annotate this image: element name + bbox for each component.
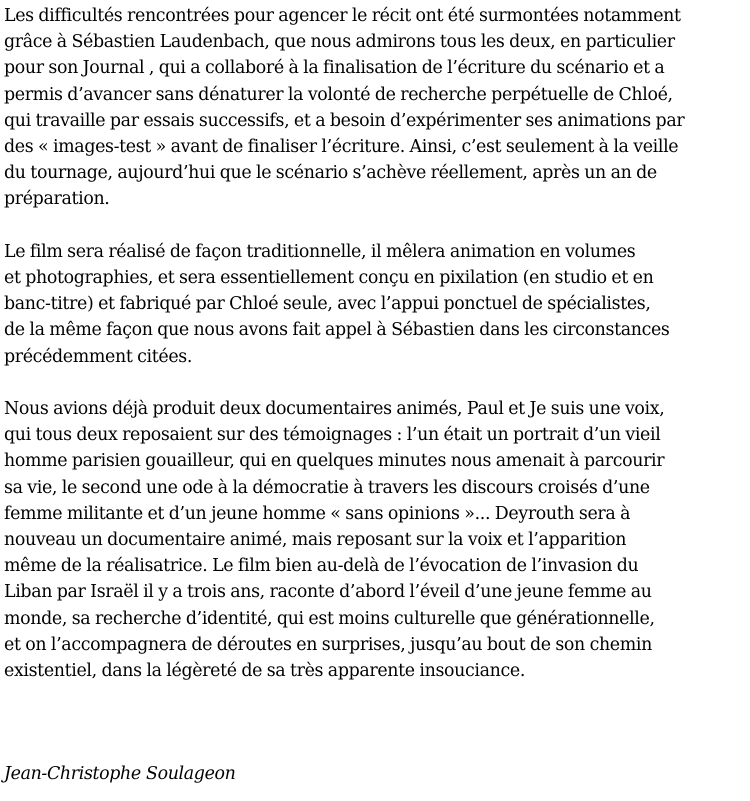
text-line: Nous avions déjà produit deux documentaires animés, Paul et Je suis une voix, <box>4 399 665 420</box>
paragraph-spacer <box>4 370 746 396</box>
paragraph-spacer <box>4 213 746 239</box>
text-line: Les difficultés rencontrées pour agencer le récit ont été surmontées notamment <box>4 6 681 26</box>
text-line: existentiel, dans la légèreté de sa très apparente insouciance. <box>4 661 525 682</box>
text-line: femme militante et d’un jeune homme « sans opinions »... Deyrouth sera à <box>4 503 631 524</box>
document-body <box>4 3 746 684</box>
text-line: qui travaille par essais successifs, et a besoin d’expérimenter ses animations par <box>4 110 685 131</box>
text-line: qui tous deux reposaient sur des témoignages : l’un était un portrait d’un vieil <box>4 425 661 446</box>
text-line: du tournage, aujourd’hui que le scénario s’achève réellement, après un an de <box>4 163 657 184</box>
text-line: précédemment citées. <box>4 346 193 367</box>
text-line: monde, sa recherche d’identité, qui est moins culturelle que générationnelle, <box>4 608 655 629</box>
text-line: et photographies, et sera essentiellement conçu en pixilation (en studio et en <box>4 268 654 289</box>
text-line: permis d’avancer sans dénaturer la volonté de recherche perpétuelle de Chloé, <box>4 84 673 105</box>
text-line: grâce à Sébastien Laudenbach, que nous admirons tous les deux, en particulier <box>4 32 675 53</box>
paragraph-2 <box>4 239 746 370</box>
text-line: pour son Journal , qui a collaboré à la finalisation de l’écriture du scénario et a <box>4 58 665 79</box>
text-line: nouveau un documentaire animé, mais reposant sur la voix et l’apparition <box>4 530 627 551</box>
text-line: banc-titre) et fabriqué par Chloé seule, avec l’appui ponctuel de spécialistes, <box>4 294 651 315</box>
text-line: sa vie, le second une ode à la démocratie à travers les discours croisés d’une <box>4 477 650 498</box>
text-line: et on l’accompagnera de déroutes en surprises, jusqu’au bout de son chemin <box>4 634 652 655</box>
text-line: préparation. <box>4 189 110 210</box>
author-signature: Jean-Christophe Soulageon <box>4 764 236 784</box>
text-line: des « images-test » avant de finaliser l’écriture. Ainsi, c’est seulement à la veille <box>4 137 679 158</box>
text-line: Liban par Israël il y a trois ans, raconte d’abord l’éveil d’une jeune femme au <box>4 582 652 603</box>
paragraph-3 <box>4 396 746 684</box>
paragraph-1 <box>4 3 746 213</box>
text-line: de la même façon que nous avons fait appel à Sébastien dans les circonstances <box>4 320 670 341</box>
text-line: même de la réalisatrice. Le film bien au-delà de l’évocation de l’invasion du <box>4 556 639 577</box>
text-line: Le film sera réalisé de façon traditionnelle, il mêlera animation en volumes <box>4 241 636 262</box>
text-line: homme parisien gouailleur, qui en quelques minutes nous amenait à parcourir <box>4 451 665 472</box>
